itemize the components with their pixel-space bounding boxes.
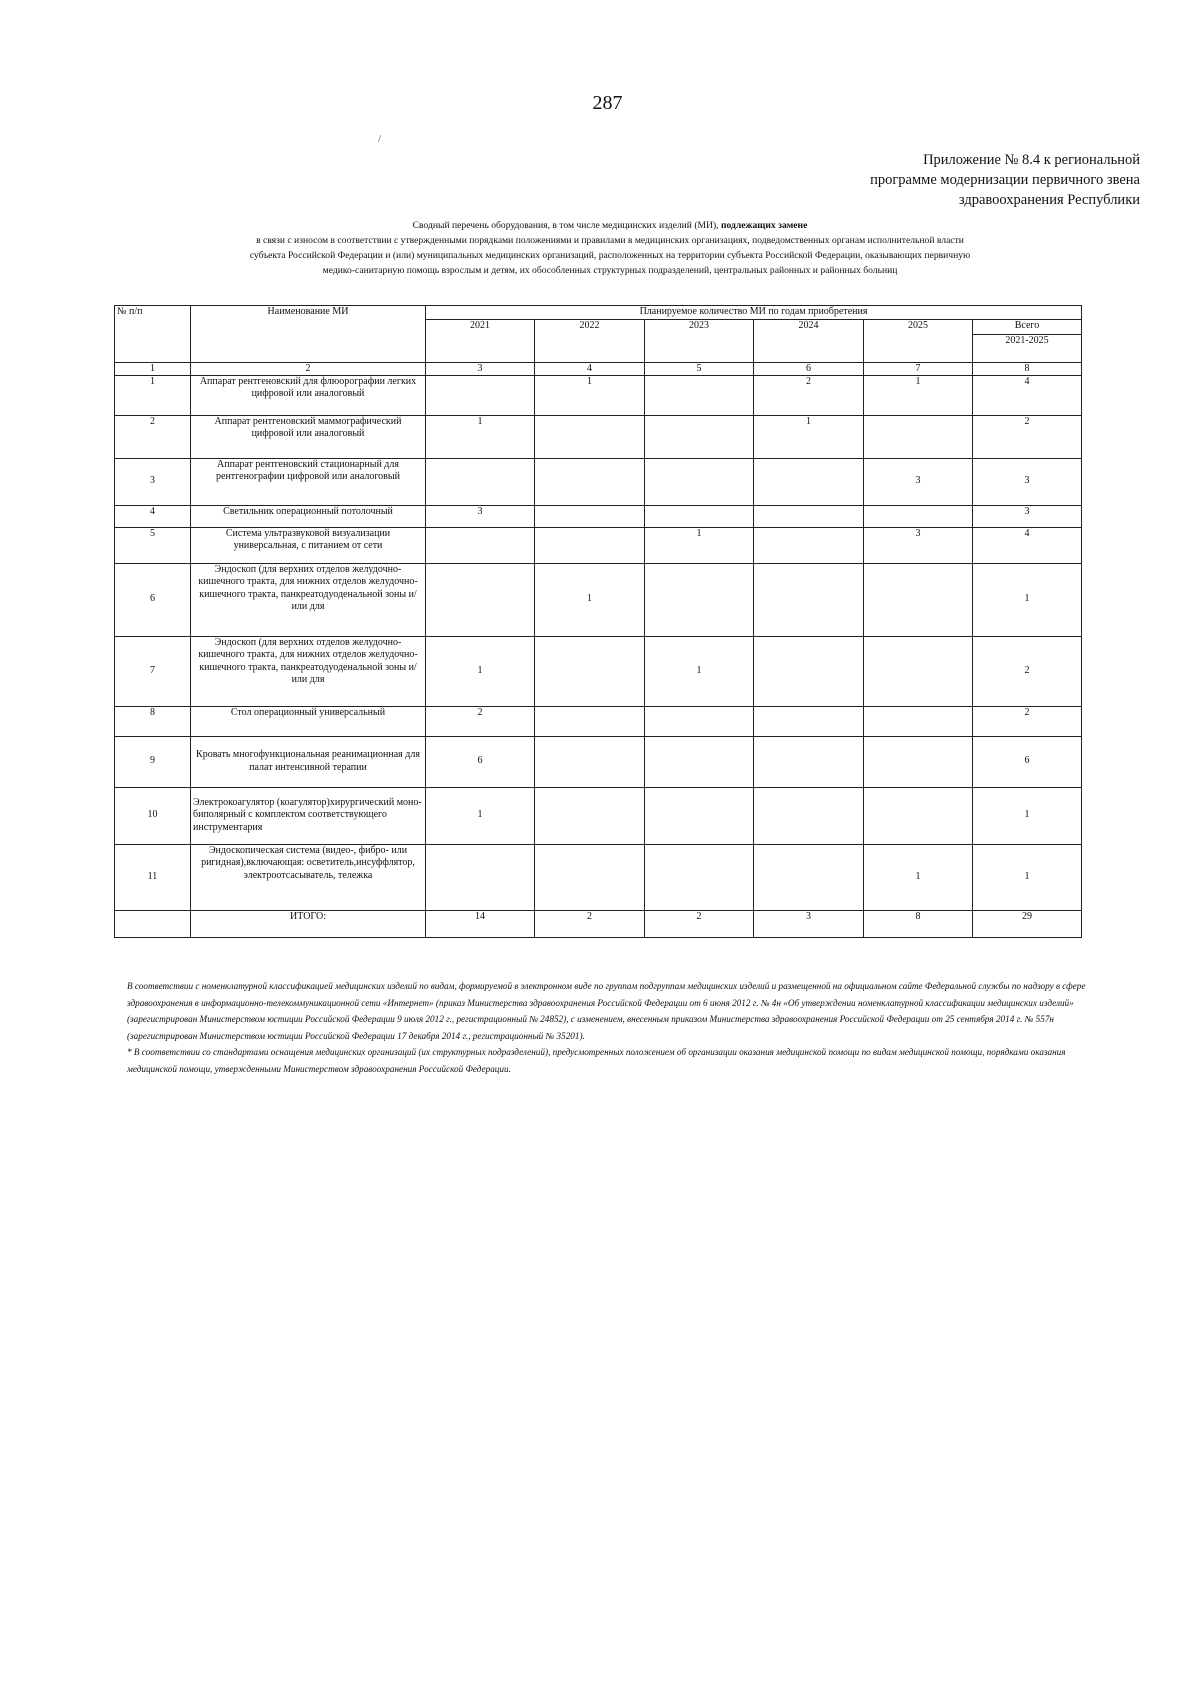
- cell-2025: [864, 787, 973, 844]
- cell-2022: [535, 787, 645, 844]
- appendix-line-2: программе модернизации первичного звена: [870, 172, 1140, 188]
- cell-2024: [754, 736, 864, 787]
- cell-total: 2: [973, 636, 1082, 706]
- row-number: 10: [115, 787, 191, 844]
- cell-total: 3: [973, 505, 1082, 527]
- cell-2022: [535, 844, 645, 910]
- cell-2023: [645, 563, 754, 636]
- cell-2022: 1: [535, 563, 645, 636]
- table-row: [115, 375, 1082, 415]
- cell-2025: [864, 505, 973, 527]
- cell-total: 6: [973, 736, 1082, 787]
- totals-label: ИТОГО:: [191, 910, 426, 937]
- row-number: 5: [115, 527, 191, 563]
- item-name: Аппарат рентгеновский для флюорографии легких цифровой или аналоговый: [191, 375, 426, 415]
- cell-2023: [645, 844, 754, 910]
- cell-total: 1: [973, 787, 1082, 844]
- appendix-line-1: Приложение № 8.4 к региональной: [923, 152, 1140, 168]
- table-row: [115, 787, 1082, 844]
- cell-2024: [754, 787, 864, 844]
- index-cell: 3: [426, 362, 535, 375]
- index-cell: 2: [191, 362, 426, 375]
- heading-line-1-text: Сводный перечень оборудования, в том числе медицинских изделий (МИ),: [412, 220, 721, 231]
- cell-2025: [864, 636, 973, 706]
- row-number: 2: [115, 415, 191, 458]
- index-cell: 1: [115, 362, 191, 375]
- index-cell: 6: [754, 362, 864, 375]
- document-heading: [140, 218, 1080, 278]
- cell-total: 2: [973, 706, 1082, 736]
- cell-2021: [426, 458, 535, 505]
- table-row: [115, 844, 1082, 910]
- cell-2022: [535, 706, 645, 736]
- item-name: Эндоскопическая система (видео-, фибро- или ригидная),включающая: осветитель,инсуффлятор, электроотсасыватель, тележка: [191, 844, 426, 910]
- heading-line-4: медико-санитарную помощь взрослым и детям, их обособленных структурных подразделений, центральных районных и районных больниц: [322, 265, 898, 276]
- cell-2025: [864, 415, 973, 458]
- row-number: 4: [115, 505, 191, 527]
- table-row: [115, 458, 1082, 505]
- cell-2023: 1: [645, 636, 754, 706]
- table-row: [115, 736, 1082, 787]
- total-2024: 3: [754, 910, 864, 937]
- row-number: 7: [115, 636, 191, 706]
- cell-2023: [645, 736, 754, 787]
- index-cell: 8: [973, 362, 1082, 375]
- cell-2025: [864, 563, 973, 636]
- cell-total: 3: [973, 458, 1082, 505]
- item-name: Эндоскоп (для верхних отделов желудочно-кишечного тракта, для нижних отделов желудочно-кишечного тракта, панкреатодуоденальной зоны и/или для: [191, 563, 426, 636]
- cell-2025: 1: [864, 375, 973, 415]
- cell-2022: [535, 458, 645, 505]
- total-header: Всего: [973, 319, 1082, 334]
- cell-2025: 3: [864, 458, 973, 505]
- footnote-2: * В соответствии со стандартами оснащения медицинских организаций (их структурных подразделений), предусмотренных положением об организации оказания медицинской помощи по видам медицинской помощи, порядками оказания медицинской помощи, утвержденными Министерством здравоохранения Российской Федерации.: [127, 1047, 1066, 1074]
- total-all: 29: [973, 910, 1082, 937]
- cell-total: 4: [973, 527, 1082, 563]
- cell-2023: [645, 458, 754, 505]
- year-header-2025: 2025: [864, 319, 973, 362]
- item-name: Эндоскоп (для верхних отделов желудочно-кишечного тракта, для нижних отделов желудочно-кишечного тракта, панкреатодуоденальной зоны и/или для: [191, 636, 426, 706]
- row-number: 9: [115, 736, 191, 787]
- item-name: Стол операционный универсальный: [191, 706, 426, 736]
- cell-2023: [645, 706, 754, 736]
- cell-2021: [426, 375, 535, 415]
- cell-2021: 3: [426, 505, 535, 527]
- total-range-header: 2021-2025: [973, 334, 1082, 362]
- cell-2022: [535, 736, 645, 787]
- equipment-table: [114, 305, 1082, 938]
- appendix-note: [780, 150, 1140, 210]
- cell-2025: 3: [864, 527, 973, 563]
- year-header-2021: 2021: [426, 319, 535, 362]
- heading-line-1: [140, 218, 1080, 233]
- cell-2021: 1: [426, 787, 535, 844]
- cell-2021: 6: [426, 736, 535, 787]
- row-number: 8: [115, 706, 191, 736]
- item-name: Электрокоагулятор (коагулятор)хирургический моно- биполярный с комплектом соответствующего инструментария: [191, 787, 426, 844]
- cell-2022: [535, 636, 645, 706]
- cell-2024: [754, 636, 864, 706]
- equipment-table-wrap: [114, 305, 1081, 938]
- cell-total: 1: [973, 563, 1082, 636]
- cell-2021: [426, 563, 535, 636]
- table-row: [115, 636, 1082, 706]
- totals-empty-cell: [115, 910, 191, 937]
- heading-line-3: субъекта Российской Федерации и (или) муниципальных медицинских организаций, расположенных на территории субъекта Российской Федерации, оказывающих первичную: [249, 250, 971, 261]
- item-name: Светильник операционный потолочный: [191, 505, 426, 527]
- cell-2024: 2: [754, 375, 864, 415]
- cell-2021: [426, 844, 535, 910]
- table-row: [115, 415, 1082, 458]
- cell-2024: [754, 563, 864, 636]
- col-group-header: Планируемое количество МИ по годам приобретения: [426, 306, 1082, 320]
- col-num-header: № п/п: [115, 306, 191, 363]
- table-row: [115, 563, 1082, 636]
- cell-2021: 2: [426, 706, 535, 736]
- index-row: [115, 362, 1082, 375]
- heading-line-1-bold: подлежащих замене: [720, 220, 808, 231]
- cell-2024: [754, 527, 864, 563]
- cell-total: 2: [973, 415, 1082, 458]
- table-row: [115, 706, 1082, 736]
- footnotes: [127, 978, 1087, 1077]
- row-number: 3: [115, 458, 191, 505]
- cell-2023: [645, 375, 754, 415]
- row-number: 11: [115, 844, 191, 910]
- total-2022: 2: [535, 910, 645, 937]
- page-number: 287: [592, 92, 623, 114]
- index-cell: 7: [864, 362, 973, 375]
- row-number: 1: [115, 375, 191, 415]
- year-header-2023: 2023: [645, 319, 754, 362]
- table-row: [115, 527, 1082, 563]
- cell-2024: [754, 458, 864, 505]
- total-2025: 8: [864, 910, 973, 937]
- cell-2025: 1: [864, 844, 973, 910]
- item-name: Аппарат рентгеновский стационарный для рентгенографии цифровой или аналоговый: [191, 458, 426, 505]
- cell-2024: [754, 505, 864, 527]
- stray-mark: /: [378, 133, 382, 145]
- year-header-2024: 2024: [754, 319, 864, 362]
- year-header-2022: 2022: [535, 319, 645, 362]
- table-row: [115, 505, 1082, 527]
- cell-2021: 1: [426, 636, 535, 706]
- cell-2023: 1: [645, 527, 754, 563]
- cell-2023: [645, 787, 754, 844]
- cell-total: 4: [973, 375, 1082, 415]
- totals-row: [115, 910, 1082, 937]
- cell-2024: 1: [754, 415, 864, 458]
- item-name: Система ультразвуковой визуализации универсальная, с питанием от сети: [191, 527, 426, 563]
- total-2021: 14: [426, 910, 535, 937]
- cell-total: 1: [973, 844, 1082, 910]
- cell-2024: [754, 706, 864, 736]
- item-name: Кровать многофункциональная реанимационная для палат интенсивной терапии: [191, 736, 426, 787]
- total-2023: 2: [645, 910, 754, 937]
- item-name: Аппарат рентгеновский маммографический цифровой или аналоговый: [191, 415, 426, 458]
- cell-2022: [535, 415, 645, 458]
- index-cell: 5: [645, 362, 754, 375]
- cell-2024: [754, 844, 864, 910]
- cell-2022: [535, 527, 645, 563]
- cell-2022: 1: [535, 375, 645, 415]
- cell-2025: [864, 736, 973, 787]
- footnote-1: В соответствии с номенклатурной классификацией медицинских изделий по видам, формируемой в электронном виде по группам подгруппам медицинских изделий и размещенной на официальном сайте Федеральной службы по надзору в сфере здравоохранения в информационно-телекоммуникационной сети «Интернет» (приказ Министерства здравоохранения Российской Федерации от 6 июня 2012 г. № 4н «Об утверждении номенклатурной классификации медицинских изделий» (зарегистрирован Министерством юстиции Российской Федерации 9 июля 2012 г., регистрационный № 24852), с изменением, внесенным приказом Министерства здравоохранения Российской Федерации от 25 сентября 2014 г. № 557н (зарегистрирован Министерством юстиции Российской Федерации 17 декабря 2014 г., регистрационный № 35201).: [127, 981, 1086, 1041]
- cell-2023: [645, 415, 754, 458]
- col-name-header: Наименование МИ: [191, 306, 426, 363]
- heading-line-2: в связи с износом в соответствии с утвержденными порядками положениями и правилами в медицинских организациях, подведомственных органам исполнительной власти: [256, 235, 964, 246]
- row-number: 6: [115, 563, 191, 636]
- cell-2025: [864, 706, 973, 736]
- cell-2022: [535, 505, 645, 527]
- appendix-line-3: здравоохранения Республики: [958, 192, 1140, 208]
- cell-2023: [645, 505, 754, 527]
- cell-2021: 1: [426, 415, 535, 458]
- index-cell: 4: [535, 362, 645, 375]
- cell-2021: [426, 527, 535, 563]
